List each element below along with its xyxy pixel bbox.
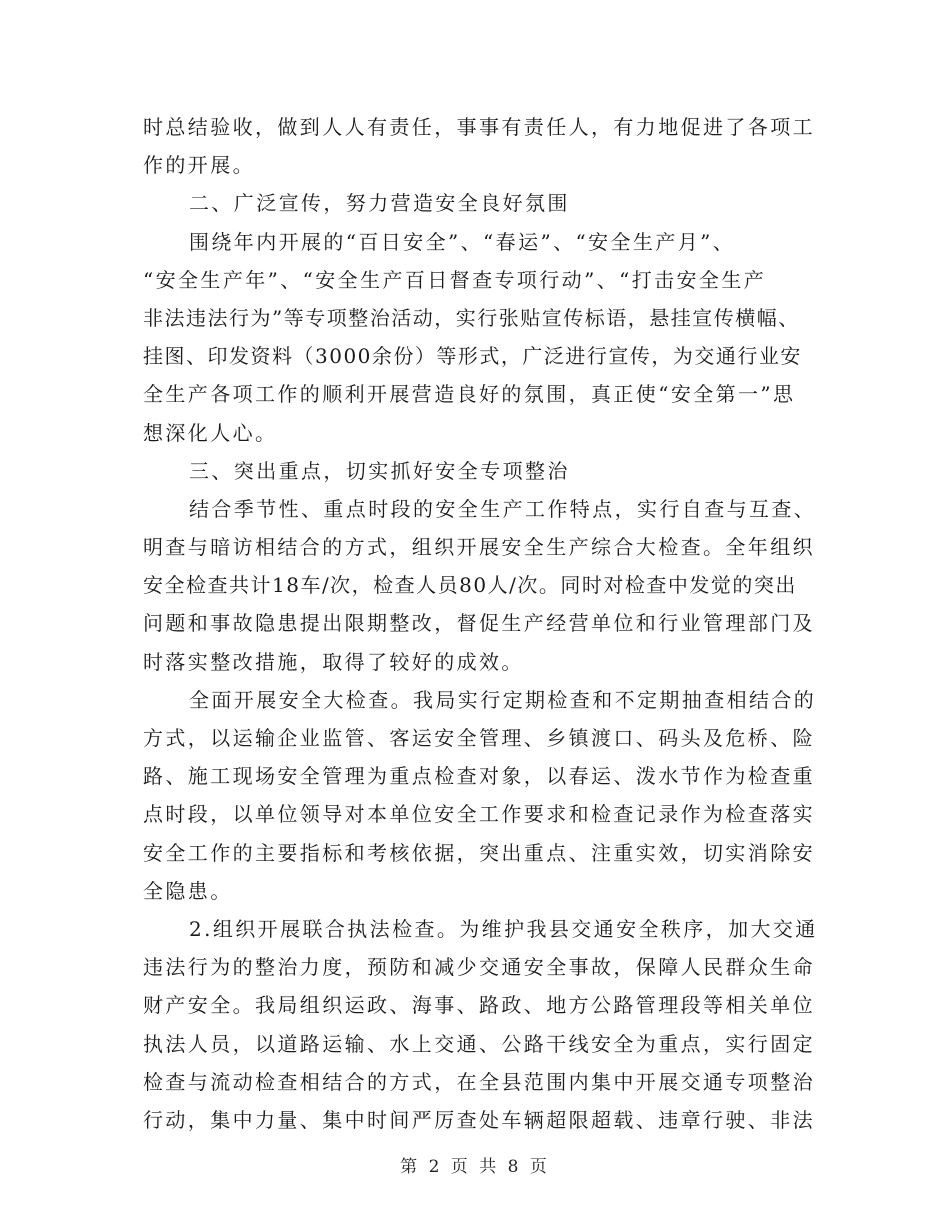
text-line: 安全检查共计18车/次，检查人员80人/次。同时对检查中发觉的突出 [143, 573, 797, 598]
text-line: 明查与暗访相结合的方式，组织开展安全生产综合大检查。全年组织 [143, 535, 815, 560]
text-line: 点时段，以单位领导对本单位安全工作要求和检查记录作为检查落实 [143, 802, 815, 827]
text-line: “安全生产年”、“安全生产百日督查专项行动”、“打击安全生产 [143, 267, 767, 292]
text-line: 2.组织开展联合执法检查。为维护我县交通安全秩序，加大交通 [189, 916, 818, 941]
text-line: 想深化人心。 [143, 420, 278, 445]
text-line: 违法行为的整治力度，预防和减少交通安全事故，保障人民群众生命 [143, 955, 815, 980]
text-line: 作的开展。 [143, 153, 255, 178]
text-line: 执法人员，以道路运输、水上交通、公路干线安全为重点，实行固定 [143, 1031, 815, 1056]
text-line: 方式，以运输企业监管、客运安全管理、乡镇渡口、码头及危桥、险 [143, 726, 815, 750]
text-line: 二、广泛宣传，努力营造安全良好氛围 [189, 191, 570, 216]
text-line: 问题和事故隐患提出限期整改，督促生产经营单位和行业管理部门及 [143, 611, 815, 636]
text-line: 非法违法行为”等专项整治活动，实行张贴宣传标语，悬挂宣传横幅、 [143, 305, 800, 330]
text-line: 全面开展安全大检查。我局实行定期检查和不定期抽查相结合的 [189, 687, 817, 712]
text-line: 围绕年内开展的“百日安全”、“春运”、“安全生产月”、 [189, 229, 736, 254]
text-line: 时总结验收，做到人人有责任，事事有责任人，有力地促进了各项工 [143, 115, 815, 139]
text-line: 全隐患。 [143, 878, 233, 903]
text-line: 路、施工现场安全管理为重点检查对象，以春运、泼水节作为检查重 [143, 764, 815, 789]
text-line: 财产安全。我局组织运政、海事、路政、地方公路管理段等相关单位 [143, 993, 815, 1018]
text-line: 行动，集中力量、集中时间严厉查处车辆超限超载、违章行驶、非法 [143, 1107, 815, 1132]
text-line: 时落实整改措施，取得了较好的成效。 [143, 649, 524, 674]
document-body [143, 108, 818, 1139]
text-line: 全生产各项工作的顺利开展营造良好的氛围，真正使“安全第一”思 [143, 382, 796, 407]
text-line: 挂图、印发资料（3000余份）等形式，广泛进行宣传，为交通行业安 [143, 344, 802, 369]
text-line: 结合季节性、重点时段的安全生产工作特点，实行自查与互查、 [189, 496, 817, 521]
text-line: 三、突出重点，切实抓好安全专项整治 [189, 458, 570, 483]
page-footer: 第 2 页 共 8 页 [400, 1157, 550, 1177]
text-line: 安全工作的主要指标和考核依据，突出重点、注重实效，切实消除安 [143, 840, 815, 865]
text-line: 检查与流动检查相结合的方式，在全县范围内集中开展交通专项整治 [143, 1069, 815, 1094]
